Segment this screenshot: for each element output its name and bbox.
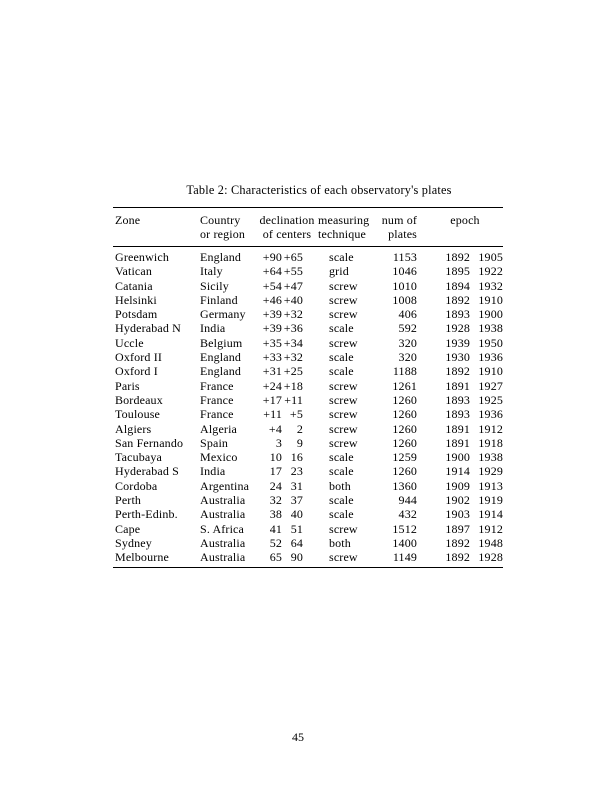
cell-epoch-end: 1950 — [478, 335, 503, 350]
cell-plates: 1046 — [392, 264, 417, 279]
cell-declination-end: 9 — [296, 435, 303, 450]
cell-zone: Uccle — [115, 335, 144, 350]
cell-epoch-start: 1891 — [445, 435, 470, 450]
cell-plates: 406 — [398, 307, 417, 322]
cell-declination-start: 17 — [269, 464, 282, 479]
cell-technique: screw — [329, 521, 358, 536]
cell-country: Australia — [200, 507, 246, 522]
cell-declination-end: +25 — [283, 364, 303, 379]
cell-technique: scale — [329, 507, 354, 522]
cell-epoch-end: 1910 — [478, 364, 503, 379]
cell-zone: Algiers — [115, 421, 152, 436]
column-header-country-line2: or region — [200, 226, 246, 241]
table-row — [113, 379, 503, 393]
cell-declination-end: +18 — [283, 378, 303, 393]
cell-zone: Vatican — [115, 264, 153, 279]
cell-technique: scale — [329, 321, 354, 336]
cell-epoch-start: 1892 — [445, 364, 470, 379]
cell-declination-start: +35 — [262, 335, 282, 350]
cell-zone: Helsinki — [115, 292, 157, 307]
cell-technique: screw — [329, 392, 358, 407]
column-header-country-line1: Country — [200, 213, 241, 227]
cell-technique: scale — [329, 450, 354, 465]
cell-plates: 1188 — [392, 364, 417, 379]
cell-declination-start: +54 — [262, 278, 282, 293]
cell-country: France — [200, 392, 234, 407]
cell-technique: screw — [329, 278, 358, 293]
cell-epoch-end: 1925 — [478, 392, 503, 407]
column-header-country — [200, 214, 245, 241]
cell-epoch-start: 1893 — [445, 392, 470, 407]
cell-epoch-end: 1918 — [478, 435, 503, 450]
cell-zone: Greenwich — [115, 250, 169, 264]
cell-technique: grid — [329, 264, 349, 279]
cell-epoch-end: 1938 — [478, 450, 503, 465]
cell-epoch-start: 1891 — [445, 378, 470, 393]
cell-declination-start: 10 — [269, 450, 282, 465]
cell-zone: Cape — [115, 521, 141, 536]
column-header-declination — [255, 214, 319, 241]
cell-zone: Melbourne — [115, 550, 170, 565]
cell-technique: both — [329, 478, 351, 493]
cell-declination-end: 16 — [290, 450, 303, 465]
column-header-zone — [115, 214, 140, 228]
cell-epoch-start: 1897 — [445, 521, 470, 536]
cell-country: Mexico — [200, 450, 238, 465]
cell-declination-start: 32 — [269, 493, 282, 508]
table-row — [113, 321, 503, 335]
cell-declination-end: 40 — [290, 507, 303, 522]
cell-declination-start: +39 — [262, 321, 282, 336]
cell-technique: screw — [329, 292, 358, 307]
cell-zone: Tacubaya — [115, 450, 162, 465]
table-row — [113, 479, 503, 493]
page-number: 45 — [292, 730, 304, 744]
cell-zone: Oxford I — [115, 364, 158, 379]
cell-country: Germany — [200, 307, 246, 322]
cell-declination-end: +36 — [283, 321, 303, 336]
column-header-epoch-label: epoch — [450, 213, 480, 227]
cell-declination-end: 37 — [290, 493, 303, 508]
cell-country: Australia — [200, 535, 246, 550]
cell-zone: Perth — [115, 493, 142, 508]
cell-epoch-start: 1892 — [445, 250, 470, 264]
cell-declination-start: +64 — [262, 264, 282, 279]
cell-declination-start: 52 — [269, 535, 282, 550]
cell-country: Australia — [200, 493, 246, 508]
cell-declination-start: +4 — [268, 421, 282, 436]
cell-epoch-end: 1928 — [478, 550, 503, 565]
table-row — [113, 422, 503, 436]
cell-country: India — [200, 321, 226, 336]
cell-technique: screw — [329, 421, 358, 436]
cell-epoch-end: 1912 — [478, 421, 503, 436]
cell-epoch-end: 1912 — [478, 521, 503, 536]
table-row — [113, 307, 503, 321]
table-row — [113, 450, 503, 464]
table-caption: Table 2: Characteristics of each observatory's plates — [186, 183, 452, 197]
cell-declination-end: 51 — [290, 521, 303, 536]
table-rule-bottom — [113, 567, 503, 568]
cell-epoch-end: 1900 — [478, 307, 503, 322]
cell-technique: screw — [329, 335, 358, 350]
column-header-zone-label: Zone — [115, 213, 141, 227]
table-row — [113, 336, 503, 350]
cell-country: England — [200, 250, 242, 264]
table-row — [113, 279, 503, 293]
column-header-num-plates-line2: plates — [388, 226, 417, 241]
cell-country: Australia — [200, 550, 246, 565]
cell-epoch-end: 1905 — [478, 250, 503, 264]
column-header-measuring-line1: measuring — [318, 213, 370, 227]
cell-epoch-start: 1891 — [445, 421, 470, 436]
cell-declination-end: 90 — [290, 550, 303, 565]
cell-technique: screw — [329, 550, 358, 565]
cell-country: Spain — [200, 435, 229, 450]
cell-epoch-start: 1894 — [445, 278, 470, 293]
cell-declination-end: +32 — [283, 350, 303, 365]
cell-plates: 1149 — [392, 550, 417, 565]
cell-declination-end: +5 — [289, 407, 303, 422]
cell-epoch-end: 1932 — [478, 278, 503, 293]
cell-plates: 1400 — [392, 535, 417, 550]
cell-zone: Catania — [115, 278, 153, 293]
cell-country: India — [200, 464, 226, 479]
cell-country: England — [200, 364, 242, 379]
cell-plates: 1261 — [392, 378, 417, 393]
cell-declination-start: +33 — [262, 350, 282, 365]
cell-epoch-start: 1914 — [445, 464, 470, 479]
cell-declination-end: +32 — [283, 307, 303, 322]
column-header-num-plates — [373, 214, 417, 241]
cell-epoch-end: 1936 — [478, 350, 503, 365]
table-row — [113, 507, 503, 521]
cell-technique: screw — [329, 407, 358, 422]
cell-epoch-start: 1893 — [445, 407, 470, 422]
cell-epoch-end: 1914 — [478, 507, 503, 522]
cell-declination-start: 38 — [269, 507, 282, 522]
cell-technique: screw — [329, 435, 358, 450]
cell-zone: Toulouse — [115, 407, 161, 422]
cell-declination-end: 2 — [296, 421, 303, 436]
cell-technique: scale — [329, 493, 354, 508]
column-header-measuring — [318, 214, 369, 241]
table-row — [113, 293, 503, 307]
cell-plates: 1260 — [392, 392, 417, 407]
cell-declination-end: +65 — [283, 250, 303, 264]
cell-epoch-start: 1895 — [445, 264, 470, 279]
cell-plates: 1260 — [392, 435, 417, 450]
cell-plates: 320 — [398, 335, 417, 350]
cell-declination-end: 64 — [290, 535, 303, 550]
cell-plates: 432 — [398, 507, 417, 522]
cell-declination-start: +90 — [262, 250, 282, 264]
cell-country: Algeria — [200, 421, 238, 436]
cell-zone: Paris — [115, 378, 140, 393]
table-row — [113, 536, 503, 550]
cell-country: France — [200, 407, 234, 422]
cell-epoch-start: 1902 — [445, 493, 470, 508]
table-row — [113, 464, 503, 478]
cell-country: Belgium — [200, 335, 243, 350]
cell-epoch-end: 1938 — [478, 321, 503, 336]
cell-declination-end: 31 — [290, 478, 303, 493]
cell-technique: screw — [329, 378, 358, 393]
cell-declination-start: 41 — [269, 521, 282, 536]
cell-declination-start: +24 — [262, 378, 282, 393]
cell-plates: 592 — [398, 321, 417, 336]
cell-plates: 1259 — [392, 450, 417, 465]
cell-declination-end: 23 — [290, 464, 303, 479]
cell-zone: Hyderabad N — [115, 321, 181, 336]
cell-country: Finland — [200, 292, 238, 307]
cell-declination-start: +31 — [262, 364, 282, 379]
cell-technique: scale — [329, 364, 354, 379]
cell-declination-end: +47 — [283, 278, 303, 293]
cell-declination-end: +40 — [283, 292, 303, 307]
table-rule-header-separator — [113, 246, 503, 247]
cell-technique: scale — [329, 464, 354, 479]
observatory-table — [113, 207, 503, 569]
cell-epoch-end: 1913 — [478, 478, 503, 493]
cell-country: Italy — [200, 264, 223, 279]
column-header-declination-line2: of centers — [262, 226, 312, 241]
cell-epoch-start: 1930 — [445, 350, 470, 365]
cell-epoch-start: 1909 — [445, 478, 470, 493]
cell-zone: Cordoba — [115, 478, 158, 493]
table-row — [113, 364, 503, 378]
cell-declination-start: 65 — [269, 550, 282, 565]
cell-plates: 1260 — [392, 421, 417, 436]
cell-plates: 320 — [398, 350, 417, 365]
table-rule-top — [113, 207, 503, 208]
cell-epoch-start: 1892 — [445, 292, 470, 307]
cell-country: Argentina — [200, 478, 250, 493]
cell-declination-end: +11 — [284, 392, 303, 407]
table-row — [113, 550, 503, 564]
cell-technique: screw — [329, 307, 358, 322]
cell-declination-start: +46 — [262, 292, 282, 307]
cell-zone: Potsdam — [115, 307, 158, 322]
cell-plates: 1512 — [392, 521, 417, 536]
cell-epoch-start: 1892 — [445, 535, 470, 550]
cell-epoch-end: 1910 — [478, 292, 503, 307]
cell-zone: San Fernando — [115, 435, 184, 450]
cell-plates: 1153 — [392, 250, 417, 264]
cell-epoch-end: 1948 — [478, 535, 503, 550]
cell-plates: 1360 — [392, 478, 417, 493]
cell-plates: 1260 — [392, 407, 417, 422]
table-row — [113, 493, 503, 507]
cell-epoch-start: 1928 — [445, 321, 470, 336]
cell-declination-start: +11 — [263, 407, 282, 422]
cell-technique: scale — [329, 350, 354, 365]
cell-zone: Sydney — [115, 535, 152, 550]
table-row — [113, 350, 503, 364]
cell-epoch-end: 1927 — [478, 378, 503, 393]
cell-epoch-end: 1919 — [478, 493, 503, 508]
table-row — [113, 250, 503, 264]
cell-plates: 1008 — [392, 292, 417, 307]
column-header-declination-line1: declination — [259, 213, 315, 227]
cell-country: England — [200, 350, 242, 365]
column-header-num-plates-line1: num of — [381, 213, 417, 227]
cell-zone: Oxford II — [115, 350, 163, 365]
cell-country: S. Africa — [200, 521, 245, 536]
cell-epoch-start: 1892 — [445, 550, 470, 565]
table-row — [113, 407, 503, 421]
column-header-measuring-line2: technique — [318, 226, 366, 241]
cell-zone: Hyderabad S — [115, 464, 179, 479]
cell-epoch-end: 1922 — [478, 264, 503, 279]
cell-declination-start: 3 — [275, 435, 282, 450]
table-row — [113, 393, 503, 407]
column-header-epoch — [435, 214, 495, 228]
cell-epoch-start: 1939 — [445, 335, 470, 350]
cell-country: Sicily — [200, 278, 229, 293]
table-row — [113, 264, 503, 278]
cell-plates: 944 — [398, 493, 417, 508]
table-body — [113, 250, 503, 565]
cell-plates: 1260 — [392, 464, 417, 479]
cell-declination-start: +39 — [262, 307, 282, 322]
cell-epoch-start: 1903 — [445, 507, 470, 522]
cell-declination-end: +34 — [283, 335, 303, 350]
cell-epoch-end: 1936 — [478, 407, 503, 422]
cell-epoch-start: 1900 — [445, 450, 470, 465]
cell-zone: Bordeaux — [115, 392, 163, 407]
cell-country: France — [200, 378, 234, 393]
cell-declination-end: +55 — [283, 264, 303, 279]
cell-technique: scale — [329, 250, 354, 264]
cell-declination-start: +17 — [262, 392, 282, 407]
table-row — [113, 436, 503, 450]
cell-epoch-end: 1929 — [478, 464, 503, 479]
cell-technique: both — [329, 535, 351, 550]
cell-plates: 1010 — [392, 278, 417, 293]
cell-zone: Perth-Edinb. — [115, 507, 178, 522]
table-row — [113, 522, 503, 536]
cell-declination-start: 24 — [269, 478, 282, 493]
cell-epoch-start: 1893 — [445, 307, 470, 322]
